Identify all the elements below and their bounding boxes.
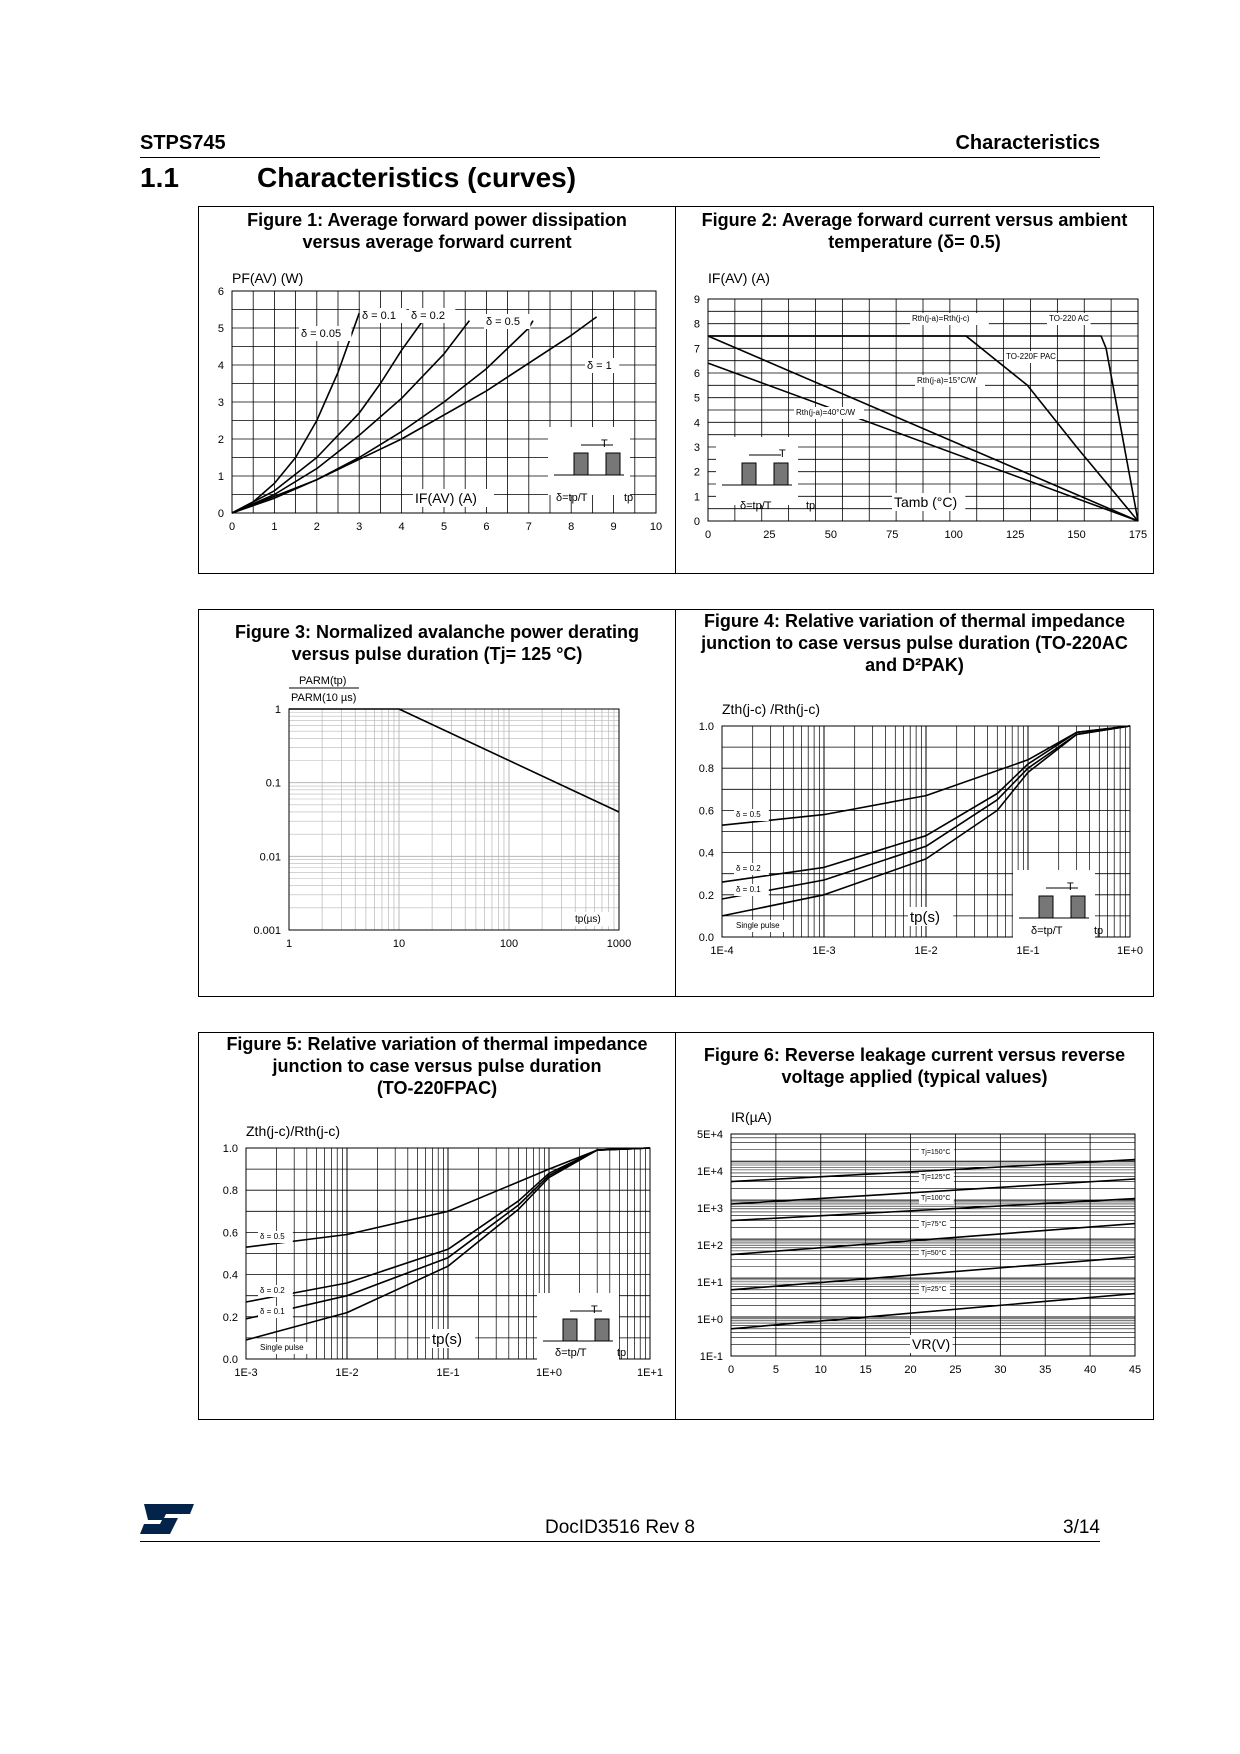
figure-4-panel bbox=[675, 609, 1154, 997]
x-tick-label: 1E-3 bbox=[812, 945, 836, 957]
duty-cycle-label: δ=tp/T bbox=[1031, 925, 1063, 937]
y-tick-label: 1.0 bbox=[222, 1143, 238, 1155]
pulse-inset-pulse bbox=[606, 453, 620, 475]
x-tick-label: 10 bbox=[649, 521, 663, 533]
caption-line: Figure 4: Relative variation of thermal impedance bbox=[703, 611, 1126, 631]
pulse-inset-pulse bbox=[1071, 896, 1085, 918]
x-tick-label: 1E-1 bbox=[436, 1367, 460, 1379]
figure-5-chart bbox=[199, 1033, 677, 1421]
x-tick-label: 30 bbox=[994, 1364, 1007, 1376]
x-tick-label: 1 bbox=[285, 938, 293, 950]
y-tick-label: 2 bbox=[217, 434, 224, 446]
x-tick-label: 35 bbox=[1039, 1364, 1052, 1376]
caption-line: junction to case versus pulse duration bbox=[272, 1056, 602, 1076]
y-tick-label: 0 bbox=[217, 508, 224, 520]
temperature-label: Tj=125°C bbox=[921, 1174, 951, 1181]
temperature-label: Tj=100°C bbox=[921, 1195, 951, 1202]
x-tick-label: 1E+0 bbox=[536, 1367, 562, 1379]
y-tick-label: 5E+4 bbox=[697, 1129, 723, 1141]
y-tick-label: 8 bbox=[693, 318, 700, 331]
y-tick-label: 1.0 bbox=[698, 721, 714, 733]
x-axis-label: VR(V) bbox=[912, 1336, 951, 1352]
figure-6-chart bbox=[676, 1033, 1155, 1421]
temperature-label: Tj=150°C bbox=[921, 1149, 951, 1156]
duty-cycle-label: δ=tp/T bbox=[556, 492, 588, 504]
figure-1-panel bbox=[198, 206, 676, 574]
x-tick-label: 15 bbox=[859, 1364, 872, 1376]
figure-6-panel bbox=[675, 1032, 1154, 1420]
delta-annotation: δ = 0.1 bbox=[736, 885, 761, 894]
y-tick-label: 4 bbox=[693, 417, 700, 430]
x-tick-label: 0 bbox=[727, 1364, 735, 1376]
duty-cycle-label: δ=tp/T bbox=[740, 500, 772, 512]
header-part-number: STPS745 bbox=[140, 132, 226, 154]
delta-annotation: δ = 0.1 bbox=[362, 310, 396, 322]
x-tick-label: 10 bbox=[814, 1364, 827, 1376]
curve-annotation: Rth(j-a)=40°C/W bbox=[796, 408, 855, 417]
x-tick-label: 6 bbox=[483, 521, 490, 533]
temperature-label: Tj=75°C bbox=[921, 1221, 947, 1228]
figure-4-chart bbox=[676, 610, 1155, 998]
x-tick-label: 4 bbox=[398, 521, 405, 533]
y-tick-label: 1 bbox=[693, 491, 700, 504]
y-tick-label: 1E+0 bbox=[697, 1314, 723, 1326]
series-line bbox=[232, 321, 423, 513]
x-axis-label: IF(AV) (A) bbox=[415, 490, 477, 506]
delta-annotation: δ = 0.5 bbox=[260, 1232, 285, 1241]
y-tick-label: 0.6 bbox=[698, 805, 714, 818]
y-axis-label-denominator: PARM(10 µs) bbox=[291, 692, 357, 704]
delta-annotation: δ = 0.2 bbox=[260, 1286, 285, 1295]
y-tick-label: 0.2 bbox=[698, 889, 714, 902]
caption-line: Figure 6: Reverse leakage current versus reverse bbox=[703, 1045, 1126, 1065]
caption-line: Figure 2: Average forward current versus ambient bbox=[701, 210, 1128, 230]
x-tick-label: 1E+0 bbox=[1117, 945, 1143, 957]
y-tick-label: 5 bbox=[217, 323, 224, 335]
x-tick-label: 125 bbox=[1005, 529, 1025, 541]
delta-annotation: δ = 0.2 bbox=[736, 864, 761, 873]
series-line bbox=[731, 1294, 1135, 1329]
curve-annotation: TO-220F PAC bbox=[1006, 352, 1056, 361]
x-tick-label: 20 bbox=[904, 1364, 917, 1376]
y-tick-label: 0.1 bbox=[265, 777, 281, 790]
y-tick-label: 5 bbox=[693, 392, 700, 405]
y-tick-label: 0.4 bbox=[222, 1269, 238, 1282]
y-tick-label: 7 bbox=[693, 343, 700, 356]
delta-annotation: δ = 0.5 bbox=[736, 810, 761, 819]
x-tick-label: 175 bbox=[1128, 529, 1148, 541]
curve-annotation: Rth(j-a)=15°C/W bbox=[917, 376, 976, 385]
y-axis-label: Zth(j-c) /Rth(j-c) bbox=[722, 701, 820, 717]
x-tick-label: 3 bbox=[356, 521, 363, 533]
temperature-label: Tj=25°C bbox=[921, 1286, 947, 1293]
temperature-label: Tj=50°C bbox=[921, 1250, 947, 1257]
y-tick-label: 4 bbox=[217, 360, 224, 372]
y-tick-label: 3 bbox=[693, 442, 700, 454]
period-label: T bbox=[779, 448, 786, 460]
caption-line: Figure 5: Relative variation of thermal impedance bbox=[226, 1034, 648, 1054]
curve-annotation: Rth(j-a)=Rth(j-c) bbox=[912, 314, 970, 323]
figure-2-chart bbox=[676, 207, 1155, 575]
x-tick-label: 1E-2 bbox=[335, 1367, 359, 1379]
header-rule bbox=[140, 157, 1100, 158]
x-tick-label: 1E-1 bbox=[1016, 945, 1040, 957]
caption-line: versus average forward current bbox=[302, 232, 572, 252]
y-tick-label: 1 bbox=[274, 704, 281, 716]
y-tick-label: 0.01 bbox=[259, 851, 281, 864]
x-tick-label: 100 bbox=[944, 529, 963, 541]
x-tick-label: 40 bbox=[1083, 1364, 1097, 1376]
y-axis-label: IF(AV) (A) bbox=[708, 270, 770, 286]
x-tick-label: 0 bbox=[228, 521, 236, 533]
x-tick-label: 75 bbox=[886, 529, 899, 541]
x-tick-label: 5 bbox=[772, 1364, 779, 1376]
y-tick-label: 1E-1 bbox=[699, 1351, 723, 1363]
y-tick-label: 2 bbox=[693, 466, 700, 479]
x-tick-label: 0 bbox=[704, 529, 712, 541]
y-tick-label: 1E+2 bbox=[697, 1240, 723, 1252]
y-axis-label: Zth(j-c)/Rth(j-c) bbox=[246, 1123, 341, 1139]
y-tick-label: 1E+3 bbox=[697, 1203, 723, 1215]
pulse-inset-pulse bbox=[574, 453, 588, 475]
x-tick-label: 8 bbox=[568, 521, 575, 533]
figure-1-chart bbox=[199, 207, 677, 575]
y-tick-label: 9 bbox=[693, 294, 700, 306]
x-tick-label: 1E-4 bbox=[710, 945, 734, 957]
figure-3-chart bbox=[199, 610, 677, 998]
caption-line: versus pulse duration (Tj= 125 °C) bbox=[291, 644, 583, 664]
figure-2-panel bbox=[675, 206, 1154, 574]
y-tick-label: 0.4 bbox=[698, 847, 714, 860]
x-tick-label: 50 bbox=[824, 529, 837, 541]
x-tick-label: 2 bbox=[313, 521, 320, 533]
x-tick-label: 1E+1 bbox=[637, 1367, 663, 1379]
series-line bbox=[232, 321, 469, 513]
x-tick-label: 1E-2 bbox=[914, 945, 938, 957]
section-number: 1.1 bbox=[140, 162, 179, 193]
x-tick-label: 25 bbox=[763, 529, 776, 541]
caption-line: Figure 1: Average forward power dissipation bbox=[247, 210, 627, 230]
x-axis-label: tp(s) bbox=[910, 909, 940, 926]
footer-doc-id: DocID3516 Rev 8 bbox=[545, 1517, 695, 1538]
x-tick-label: 5 bbox=[440, 521, 448, 533]
x-tick-label: 25 bbox=[949, 1364, 962, 1376]
x-tick-label: 1000 bbox=[606, 938, 632, 950]
x-tick-label: 9 bbox=[610, 521, 617, 533]
y-tick-label: 0.2 bbox=[222, 1311, 238, 1324]
pulse-width-label: tp bbox=[806, 500, 816, 512]
pulse-width-label: tp bbox=[624, 492, 634, 504]
duty-cycle-label: δ=tp/T bbox=[555, 1347, 587, 1359]
period-label: T bbox=[601, 438, 608, 450]
y-tick-label: 1E+1 bbox=[697, 1277, 723, 1289]
plot-frame bbox=[289, 709, 619, 930]
caption-line: (TO-220FPAC) bbox=[376, 1078, 498, 1098]
series-line bbox=[232, 321, 533, 513]
pulse-width-label: tp bbox=[1094, 925, 1104, 937]
figure-3-panel bbox=[198, 609, 676, 997]
footer-page-number: 3/14 bbox=[1063, 1517, 1100, 1538]
caption-line: temperature (δ= 0.5) bbox=[828, 232, 1001, 252]
y-tick-label: 6 bbox=[217, 286, 224, 298]
pulse-inset-pulse bbox=[1039, 896, 1053, 918]
footer-rule bbox=[140, 1541, 1100, 1542]
delta-annotation: δ = 0.05 bbox=[301, 328, 342, 340]
period-label: T bbox=[1067, 881, 1074, 893]
y-tick-label: 3 bbox=[217, 397, 224, 409]
y-tick-label: 0.6 bbox=[222, 1227, 238, 1240]
x-tick-label: 7 bbox=[525, 521, 532, 533]
x-tick-label: 100 bbox=[499, 938, 519, 950]
caption-line: and D²PAK) bbox=[865, 655, 964, 675]
y-tick-label: 0.8 bbox=[222, 1185, 238, 1198]
y-tick-label: 0.001 bbox=[253, 925, 281, 937]
x-tick-label: 45 bbox=[1128, 1364, 1142, 1376]
y-tick-label: 1E+4 bbox=[697, 1166, 723, 1178]
x-tick-label: 10 bbox=[392, 938, 406, 950]
pulse-inset-pulse bbox=[774, 463, 788, 485]
caption-line: junction to case versus pulse duration (TO-220AC bbox=[701, 633, 1128, 653]
x-axis-label: Tamb (°C) bbox=[894, 494, 958, 510]
x-tick-label: 150 bbox=[1067, 529, 1086, 541]
y-tick-label: 1 bbox=[217, 471, 224, 483]
y-tick-label: 0.0 bbox=[222, 1354, 238, 1366]
delta-annotation: δ = 0.1 bbox=[260, 1307, 285, 1316]
delta-annotation: δ = 0.2 bbox=[411, 310, 445, 322]
caption-line: voltage applied (typical values) bbox=[781, 1067, 1048, 1087]
header-section-name: Characteristics bbox=[955, 132, 1100, 154]
pulse-width-label: tp bbox=[617, 1347, 627, 1359]
pulse-inset-pulse bbox=[595, 1319, 609, 1341]
figure-5-panel bbox=[198, 1032, 676, 1420]
delta-annotation: δ = 0.5 bbox=[486, 316, 520, 328]
curve-annotation: TO-220 AC bbox=[1049, 314, 1089, 323]
y-tick-label: 0.8 bbox=[698, 763, 714, 776]
x-tick-label: 1E-3 bbox=[234, 1367, 258, 1379]
x-axis-label: tp(µs) bbox=[575, 914, 601, 925]
delta-annotation: δ = 1 bbox=[587, 360, 612, 372]
y-axis-label-numerator: PARM(tp) bbox=[299, 675, 347, 687]
x-tick-label: 1 bbox=[271, 521, 278, 533]
y-tick-label: 6 bbox=[693, 368, 700, 380]
pulse-inset-pulse bbox=[742, 463, 756, 485]
pulse-inset-pulse bbox=[563, 1319, 577, 1341]
x-axis-label: tp(s) bbox=[432, 1331, 462, 1348]
y-axis-label: IR(µA) bbox=[731, 1109, 772, 1125]
y-tick-label: 0 bbox=[693, 516, 700, 528]
y-tick-label: 0.0 bbox=[698, 932, 714, 944]
delta-annotation: Single pulse bbox=[736, 921, 780, 930]
delta-annotation: Single pulse bbox=[260, 1343, 304, 1352]
period-label: T bbox=[591, 1304, 598, 1316]
section-title: Characteristics (curves) bbox=[257, 162, 577, 193]
caption-line: Figure 3: Normalized avalanche power derating bbox=[234, 622, 640, 642]
y-axis-label: PF(AV) (W) bbox=[232, 270, 304, 286]
